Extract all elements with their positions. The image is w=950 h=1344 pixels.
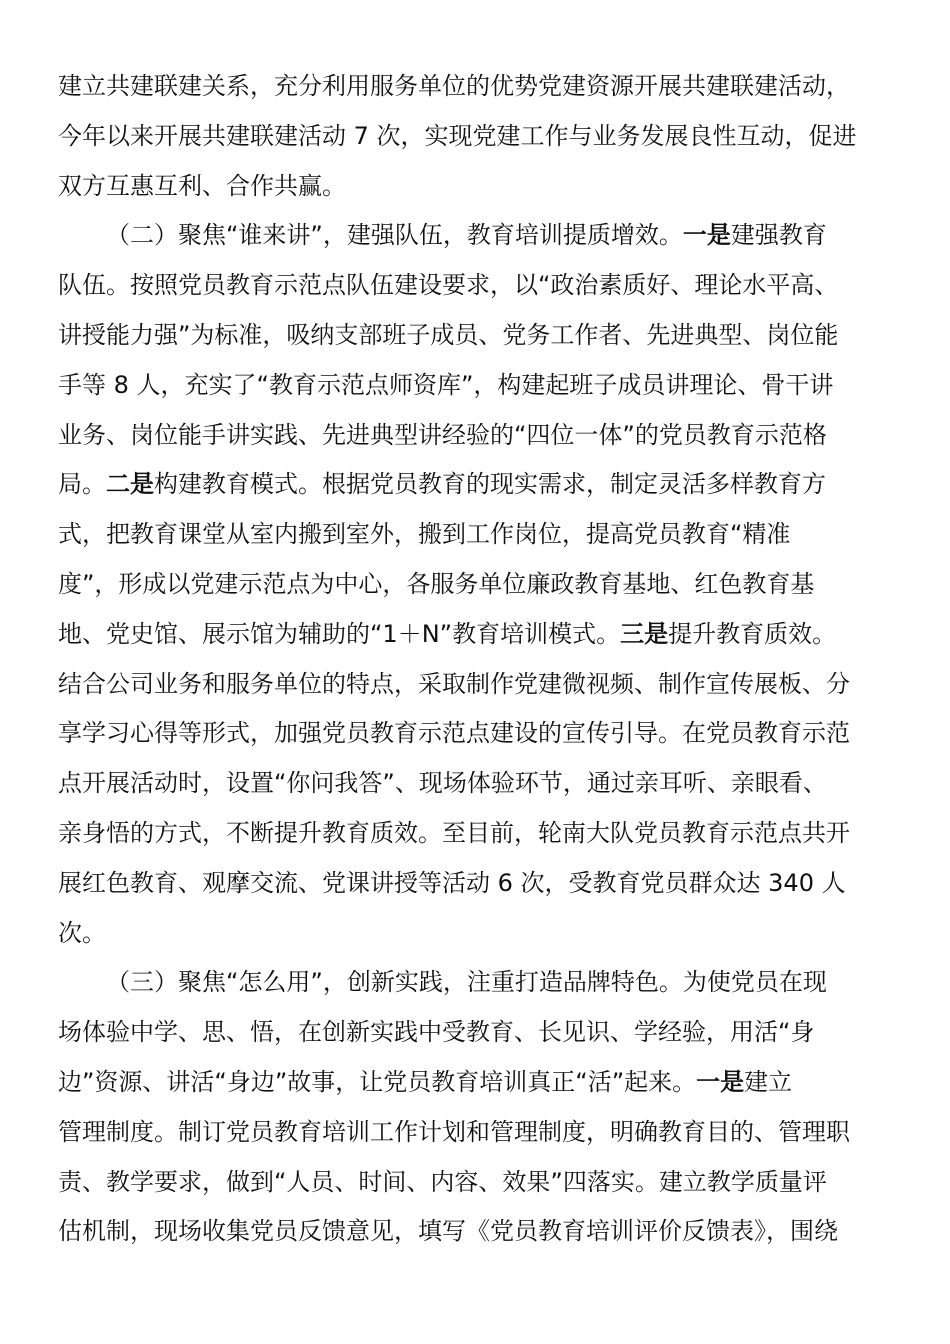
text-line: 边”资源、讲活“身边”故事，让党员教育培训真正“活”起来。一是建立: [58, 1067, 793, 1096]
paragraph-1: [58, 62, 896, 211]
text-line: 享学习心得等形式，加强党员教育示范点建设的宣传引导。在党员教育示范: [58, 719, 850, 748]
text-line: 局。二是构建教育模式。根据党员教育的现实需求，制定灵活多样教育方: [58, 470, 826, 499]
text-line: 建立共建联建关系，充分利用服务单位的优势党建资源开展共建联建活动，: [58, 72, 850, 100]
paragraph-3: [58, 958, 896, 1257]
text-line: 展红色教育、观摩交流、党课讲授等活动 6 次，受教育党员群众达 340 人: [58, 868, 846, 897]
text-line: （二）聚焦“谁来讲”，建强队伍，教育培训提质增效。一是建强教育: [106, 221, 827, 250]
text-line: 点开展活动时，设置“你问我答”、现场体验环节，通过亲耳听、亲眼看、: [58, 769, 827, 798]
text-line: 式，把教育课堂从室内搬到室外，搬到工作岗位，提高党员教育“精准: [58, 520, 791, 549]
text-line: 管理制度。制订党员教育培训工作计划和管理制度，明确教育目的、管理职: [58, 1117, 850, 1146]
text-line: 责、教学要求，做到“人员、时间、内容、效果”四落实。建立教学质量评: [58, 1167, 827, 1196]
document-page: [58, 62, 896, 1257]
bold-keyword: 一是: [696, 1067, 745, 1096]
text-line: 双方互惠互利、合作共赢。: [58, 171, 346, 200]
text-line: 度”，形成以党建示范点为中心，各服务单位廉政教育基地、红色教育基: [58, 569, 815, 598]
text-line: 次。: [58, 918, 106, 947]
section-heading-3: （三）聚焦“怎么用”，创新实践，注重打造品牌特色。为使党员在现: [106, 968, 827, 997]
section-heading-2: （二）聚焦“谁来讲”，建强队伍，教育培训提质增效。: [106, 221, 683, 250]
text-line: 结合公司业务和服务单位的特点，采取制作党建微视频、制作宣传展板、分: [58, 669, 850, 698]
text-line: [58, 958, 896, 1008]
text-line: 讲授能力强”为标准，吸纳支部班子成员、党务工作者、先进典型、岗位能: [58, 320, 839, 349]
text-line: 场体验中学、思、悟，在创新实践中受教育、长见识、学经验，用活“身: [58, 1018, 815, 1047]
text-line: 业务、岗位能手讲实践、先进典型讲经验的“四位一体”的党员教育示范格: [58, 420, 827, 449]
bold-keyword: 三是: [620, 619, 669, 648]
bold-keyword: 二是: [106, 470, 154, 499]
text-line: 地、党史馆、展示馆为辅助的“1＋N”教育培训模式。三是提升教育质效。: [58, 619, 837, 648]
text-line: 亲身悟的方式，不断提升教育质效。至目前，轮南大队党员教育示范点共开: [58, 818, 850, 847]
text-line: 今年以来开展共建联建活动 7 次，实现党建工作与业务发展良性互动，促进: [58, 121, 857, 150]
bold-keyword: 一是: [682, 221, 731, 250]
text-line: 估机制，现场收集党员反馈意见，填写《党员教育培训评价反馈表》，围绕: [58, 1217, 838, 1246]
paragraph-2: [58, 211, 896, 958]
text-line: 队伍。按照党员教育示范点队伍建设要求，以“政治素质好、理论水平高、: [58, 271, 839, 300]
text-line: 手等 8 人，充实了“教育示范点师资库”，构建起班子成员讲理论、骨干讲: [58, 370, 834, 399]
